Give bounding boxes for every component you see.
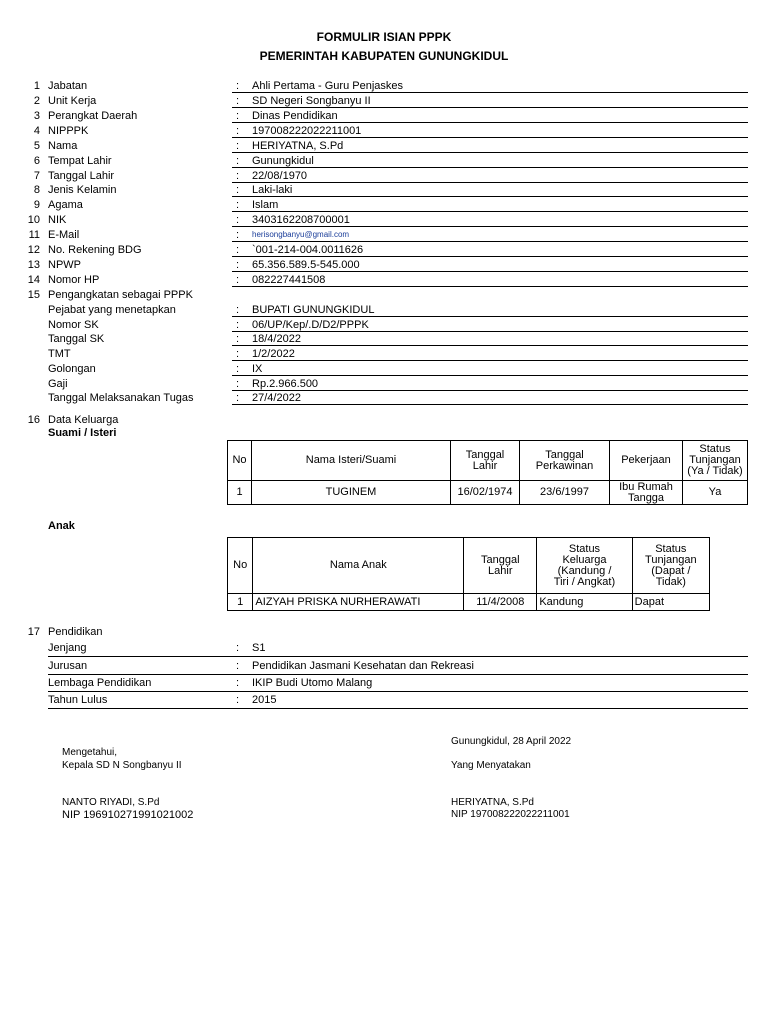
table-header: Nama Isteri/Suami (252, 441, 451, 481)
education-row (0, 675, 768, 692)
underline (232, 92, 748, 93)
appointment-row (0, 362, 768, 376)
field-label: No. Rekening BDG (48, 244, 142, 256)
field-value: 197008222022211001 (252, 125, 362, 137)
table-header: No (228, 441, 252, 481)
field-row-tempat-lahir (0, 154, 768, 168)
field-label: Perangkat Daerah (48, 110, 138, 122)
right-signatory-nip: NIP 197008222022211001 (451, 809, 570, 820)
underline (232, 122, 748, 123)
education-row (0, 658, 768, 675)
field-row-email (0, 228, 768, 242)
table-header: Tanggal Lahir (451, 441, 520, 481)
field-row-unit-kerja (0, 94, 768, 108)
field-value: HERIYATNA, S.Pd (252, 140, 344, 152)
left-signatory-title: Mengetahui, (62, 747, 118, 758)
field-label: Tanggal SK (48, 333, 105, 345)
field-label: Nomor SK (48, 319, 99, 331)
colon: : (236, 363, 240, 375)
underline (232, 226, 748, 227)
child-table (227, 537, 710, 611)
field-label: Jurusan (48, 660, 88, 672)
colon: : (236, 80, 240, 92)
field-label: NPWP (48, 259, 81, 271)
field-value: 06/UP/Kep/.D/D2/PPPK (252, 319, 369, 331)
colon: : (236, 660, 240, 672)
field-value: 3403162208700001 (252, 214, 350, 226)
field-label: Tahun Lulus (48, 694, 108, 706)
section-heading: Pengangkatan sebagai PPPK (48, 289, 193, 301)
field-row-nomor-hp (0, 273, 768, 287)
field-label: Tempat Lahir (48, 155, 112, 167)
table-header-row (228, 538, 710, 594)
colon: : (236, 348, 240, 360)
field-number: 3 (33, 110, 40, 122)
underline (48, 708, 748, 709)
table-cell: Kandung (537, 594, 632, 611)
colon: : (236, 259, 240, 271)
underline (232, 196, 748, 197)
field-number: 11 (28, 229, 40, 241)
right-signatory-name: HERIYATNA, S.Pd (451, 797, 534, 808)
colon: : (236, 95, 240, 107)
field-value: Pendidikan Jasmani Kesehatan dan Rekreasi (252, 660, 474, 672)
field-label: Jabatan (48, 80, 88, 92)
field-row-nik (0, 213, 768, 227)
education-row (0, 692, 768, 709)
table-header-row (228, 441, 748, 481)
field-value: 1/2/2022 (252, 348, 295, 360)
field-value: 27/4/2022 (252, 392, 301, 404)
underline (232, 211, 748, 212)
colon: : (236, 110, 240, 122)
field-label: Jenjang (48, 642, 87, 654)
field-number: 2 (33, 95, 40, 107)
education-row (0, 640, 768, 657)
form-subtitle: PEMERINTAH KABUPATEN GUNUNGKIDUL (259, 49, 509, 63)
field-value: `001-214-004.0011626 (252, 244, 364, 256)
field-number: 10 (27, 214, 40, 226)
table-cell: 23/6/1997 (520, 481, 610, 505)
table-cell: 1 (228, 481, 252, 505)
table-header: Pekerjaan (610, 441, 683, 481)
field-value: 18/4/2022 (252, 333, 301, 345)
field-label: Unit Kerja (48, 95, 97, 107)
appointment-row (0, 377, 768, 391)
place-date: Gunungkidul, 28 April 2022 (451, 736, 572, 747)
colon: : (236, 125, 240, 137)
field-label: Lembaga Pendidikan (48, 677, 152, 689)
appointment-row (0, 391, 768, 405)
colon: : (236, 199, 240, 211)
field-value: Gunungkidul (252, 155, 314, 167)
table-header: Status Tunjangan (Dapat / Tidak) (632, 538, 709, 594)
field-value: BUPATI GUNUNGKIDUL (252, 304, 375, 316)
field-label: Tanggal Melaksanakan Tugas (48, 392, 194, 404)
colon: : (236, 274, 240, 286)
field-number: 12 (27, 244, 40, 256)
spouse-heading: Suami / Isteri (48, 427, 117, 439)
field-label: Golongan (48, 363, 96, 375)
right-signatory-title: Yang Menyatakan (451, 760, 531, 771)
table-row (228, 594, 710, 611)
colon: : (236, 642, 240, 654)
underline (232, 286, 748, 287)
field-number: 7 (33, 170, 40, 182)
field-row-nipppk (0, 124, 768, 138)
table-cell: 11/4/2008 (464, 594, 537, 611)
field-label: Nama (48, 140, 78, 152)
field-label: Agama (48, 199, 83, 211)
underline (232, 271, 748, 272)
colon: : (236, 140, 240, 152)
field-value: 22/08/1970 (252, 170, 308, 182)
table-header: Nama Anak (253, 538, 464, 594)
field-number: 6 (33, 155, 40, 167)
field-label: NIPPPK (48, 125, 89, 137)
field-number: 13 (27, 259, 40, 271)
underline (232, 404, 748, 405)
child-heading: Anak (48, 520, 75, 532)
appointment-row (0, 318, 768, 332)
field-row-perangkat-daerah (0, 109, 768, 123)
underline (232, 167, 748, 168)
underline (48, 656, 748, 657)
underline (232, 241, 748, 242)
colon: : (236, 319, 240, 331)
colon: : (236, 694, 240, 706)
section-number: 17 (27, 626, 40, 638)
field-row-rekening (0, 243, 768, 257)
field-value: 082227441508 (252, 274, 326, 286)
spouse-table (227, 440, 748, 505)
underline (232, 107, 748, 108)
table-cell: 1 (228, 594, 253, 611)
field-row-jenis-kelamin (0, 183, 768, 197)
colon: : (236, 304, 240, 316)
field-label: NIK (48, 214, 67, 226)
field-label: Tanggal Lahir (48, 170, 115, 182)
table-cell: AIZYAH PRISKA NURHERAWATI (253, 594, 464, 611)
colon: : (236, 244, 240, 256)
section-family-heading (0, 413, 768, 427)
colon: : (236, 378, 240, 390)
left-signatory-nip: NIP 196910271991021002 (62, 809, 194, 821)
field-value: 65.356.589.5-545.000 (252, 259, 360, 271)
underline (232, 345, 748, 346)
underline (232, 256, 748, 257)
table-header: Tanggal Lahir (464, 538, 537, 594)
underline (232, 316, 748, 317)
field-row-jabatan (0, 79, 768, 93)
form-title: FORMULIR ISIAN PPPK (316, 30, 452, 44)
field-label: Gaji (48, 378, 68, 390)
underline (232, 375, 748, 376)
colon: : (236, 229, 240, 241)
left-signatory-name: NANTO RIYADI, S.Pd (62, 797, 160, 808)
left-signatory-position: Kepala SD N Songbanyu II (62, 760, 182, 771)
colon: : (236, 392, 240, 404)
table-cell: 16/02/1974 (451, 481, 520, 505)
field-value: S1 (252, 642, 266, 654)
underline (232, 152, 748, 153)
field-number: 5 (33, 140, 40, 152)
section-heading: Pendidikan (48, 626, 103, 638)
colon: : (236, 184, 240, 196)
field-number: 14 (27, 274, 40, 286)
field-value: IX (252, 363, 263, 375)
field-label: Pejabat yang menetapkan (48, 304, 176, 316)
colon: : (236, 677, 240, 689)
section-education-heading (0, 625, 768, 639)
field-number: 1 (33, 80, 40, 92)
field-label: E-Mail (48, 229, 80, 241)
table-header: No (228, 538, 253, 594)
field-value: Rp.2.966.500 (252, 378, 319, 390)
field-row-nama (0, 139, 768, 153)
field-value: Laki-laki (252, 184, 293, 196)
colon: : (236, 214, 240, 226)
colon: : (236, 170, 240, 182)
field-value: Islam (252, 199, 279, 211)
field-value: IKIP Budi Utomo Malang (252, 677, 373, 689)
field-number: 4 (33, 125, 40, 137)
field-label: Jenis Kelamin (48, 184, 117, 196)
table-cell: Ya (683, 481, 748, 505)
table-cell: Dapat (632, 594, 709, 611)
field-value: Dinas Pendidikan (252, 110, 338, 122)
table-header: Status Keluarga (Kandung / Tiri / Angkat) (537, 538, 632, 594)
section-heading: Data Keluarga (48, 414, 119, 426)
section-number: 15 (27, 289, 40, 301)
section-number: 16 (27, 414, 40, 426)
colon: : (236, 333, 240, 345)
table-cell: TUGINEM (252, 481, 451, 505)
colon: : (236, 155, 240, 167)
table-header: Status Tunjangan (Ya / Tidak) (683, 441, 748, 481)
field-value: Ahli Pertama - Guru Penjaskes (252, 80, 404, 92)
field-number: 8 (33, 184, 40, 196)
field-value: SD Negeri Songbanyu II (252, 95, 371, 107)
field-row-npwp (0, 258, 768, 272)
table-row (228, 481, 748, 505)
email-link[interactable]: herisongbanyu@gmail.com (252, 230, 350, 239)
section-appointment-heading (0, 288, 768, 302)
field-value: 2015 (252, 694, 277, 706)
appointment-row (0, 303, 768, 317)
field-number: 9 (33, 199, 40, 211)
table-cell: Ibu Rumah Tangga (610, 481, 683, 505)
appointment-row (0, 347, 768, 361)
underline (232, 137, 748, 138)
underline (232, 360, 748, 361)
field-label: Nomor HP (48, 274, 100, 286)
field-label: TMT (48, 348, 71, 360)
appointment-row (0, 332, 768, 346)
field-row-tanggal-lahir (0, 169, 768, 183)
table-header: Tanggal Perkawinan (520, 441, 610, 481)
field-row-agama (0, 198, 768, 212)
